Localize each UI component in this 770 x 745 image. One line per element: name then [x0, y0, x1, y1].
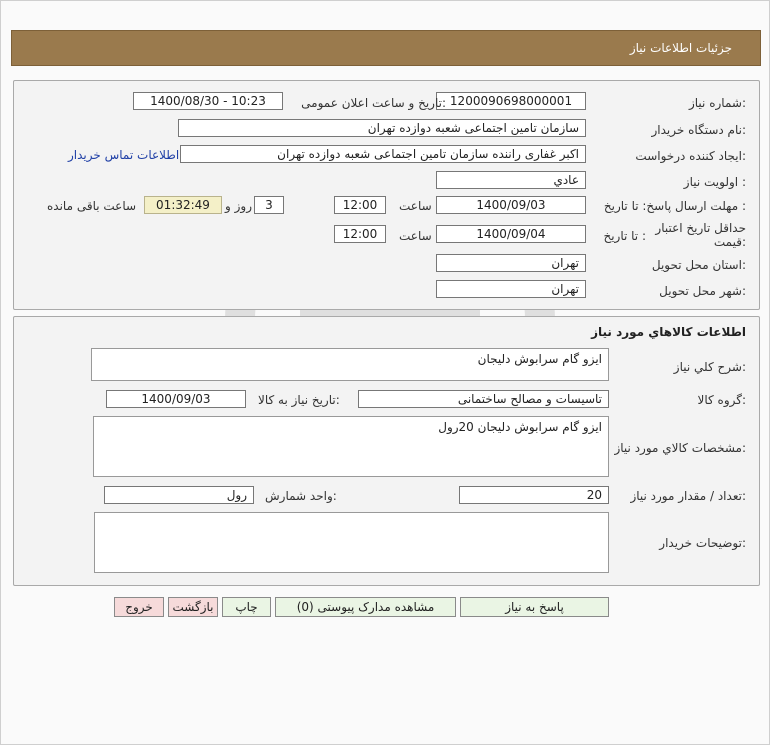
province-field: تهران	[436, 254, 586, 272]
need-number-field: 1200090698000001	[436, 92, 586, 110]
summary-field: ایزو گام سرابوش دلیجان	[91, 348, 609, 381]
priority-field: عادي	[436, 171, 586, 189]
creator-label: ایجاد کننده درخواست:	[635, 149, 746, 163]
announce-label: تاریخ و ساعت اعلان عمومی:	[301, 96, 446, 110]
buyer-label: نام دستگاه خریدار:	[651, 123, 746, 137]
buyer-field: سازمان تامین اجتماعی شعبه دوازده تهران	[178, 119, 586, 137]
page-title: جزئیات اطلاعات نیاز	[629, 41, 732, 55]
details-panel	[13, 80, 760, 310]
validity-label-line2: قیمت:	[713, 235, 746, 249]
creator-field: اکبر غفاری راننده سازمان تامین اجتماعی شعبه دوازده تهران	[180, 145, 586, 163]
group-field: تاسیسات و مصالح ساختمانی	[358, 390, 609, 408]
province-label: استان محل تحویل:	[651, 258, 746, 272]
buyer-contact-link[interactable]: اطلاعات تماس خریدار	[68, 148, 180, 162]
buyer-notes-label: توضیحات خریدار:	[659, 536, 746, 550]
specs-field: ایزو گام سرابوش دلیجان 20رول	[93, 416, 609, 477]
reply-button[interactable]: پاسخ به نیاز	[460, 597, 609, 617]
unit-label: واحد شمارش:	[265, 489, 337, 503]
validity-date-field: 1400/09/04	[436, 225, 586, 243]
remaining-label: ساعت باقی مانده	[47, 199, 137, 213]
reply-deadline-label: مهلت ارسال پاسخ: تا تاریخ :	[603, 199, 746, 213]
page-header	[11, 30, 761, 66]
buyer-notes-field	[94, 512, 609, 573]
reply-date-field: 1400/09/03	[436, 196, 586, 214]
remaining-days-field: 3	[254, 196, 284, 214]
back-button[interactable]: بازگشت	[168, 597, 218, 617]
exit-button[interactable]: خروج	[114, 597, 164, 617]
need-number-label: شماره نیاز:	[688, 96, 746, 110]
qty-field: 20	[459, 486, 609, 504]
validity-time-field: 12:00	[334, 225, 386, 243]
validity-time-label: ساعت	[399, 229, 432, 243]
days-label: روز و	[225, 199, 252, 213]
city-label: شهر محل تحویل:	[659, 284, 746, 298]
print-button[interactable]: چاپ	[222, 597, 271, 617]
validity-label-line1: حداقل تاریخ اعتبار	[655, 221, 746, 235]
validity-label	[655, 221, 746, 249]
announce-field: 1400/08/30 - 10:23	[133, 92, 283, 110]
specs-label: مشخصات کالاي مورد نياز:	[614, 441, 746, 455]
attachments-button[interactable]: مشاهده مدارک پیوستی (0)	[275, 597, 456, 617]
reply-time-label: ساعت	[399, 199, 432, 213]
city-field: تهران	[436, 280, 586, 298]
goods-panel	[13, 316, 760, 586]
need-date-field: 1400/09/03	[106, 390, 246, 408]
validity-to-label: تا تاریخ :	[603, 229, 646, 243]
unit-field: رول	[104, 486, 254, 504]
goods-section-title: اطلاعات کالاهاي مورد نياز	[591, 325, 746, 339]
qty-label: تعداد / مقدار مورد نیاز:	[630, 489, 746, 503]
need-date-label: تاریخ نیاز به کالا:	[258, 393, 340, 407]
remaining-time-field: 01:32:49	[144, 196, 222, 214]
group-label: گروه کالا:	[697, 393, 746, 407]
priority-label: اولویت نیاز :	[683, 175, 746, 189]
summary-label: شرح کلي نياز:	[673, 360, 746, 374]
reply-time-field: 12:00	[334, 196, 386, 214]
